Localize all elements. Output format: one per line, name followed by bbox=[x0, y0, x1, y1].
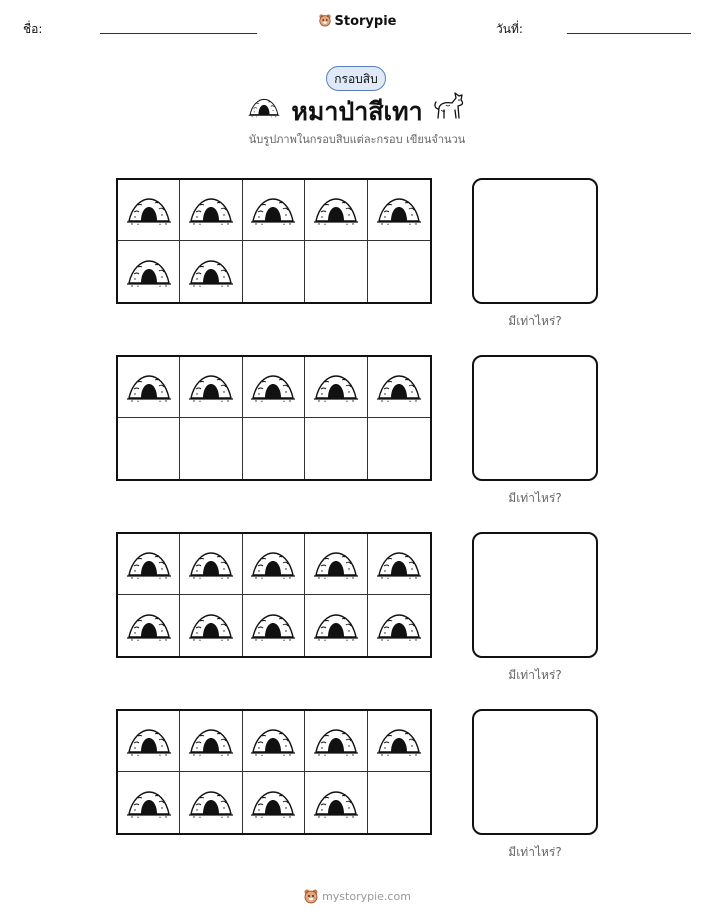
ten-frame-cell bbox=[305, 772, 367, 833]
name-label: ชื่อ: bbox=[23, 22, 43, 36]
ten-frame-cell bbox=[368, 418, 430, 479]
ten-frame-cell bbox=[243, 711, 305, 772]
ten-frame-cell bbox=[180, 180, 242, 241]
cave-icon bbox=[126, 611, 172, 641]
cave-icon bbox=[250, 726, 296, 756]
storypie-bear-logo bbox=[318, 13, 332, 27]
cave-icon bbox=[376, 195, 422, 225]
cave-icon bbox=[250, 549, 296, 579]
ten-frame-cell bbox=[368, 534, 430, 595]
cave-icon bbox=[126, 195, 172, 225]
cave-icon bbox=[188, 726, 234, 756]
answer-box[interactable] bbox=[472, 532, 598, 658]
footer bbox=[0, 888, 714, 904]
answer-box[interactable] bbox=[472, 178, 598, 304]
cave-icon bbox=[313, 195, 359, 225]
ten-frame-cell bbox=[118, 180, 180, 241]
ten-frame-cell bbox=[368, 180, 430, 241]
cave-icon bbox=[313, 726, 359, 756]
ten-frame-cell bbox=[118, 357, 180, 418]
cave-icon bbox=[376, 549, 422, 579]
worksheet-tag: กรอบสิบ bbox=[326, 66, 386, 91]
cave-icon bbox=[313, 788, 359, 818]
cave-icon bbox=[376, 372, 422, 402]
cave-icon bbox=[188, 611, 234, 641]
ten-frame-cell bbox=[243, 357, 305, 418]
question-label: มีเท่าไหร่? bbox=[508, 491, 562, 505]
cave-icon bbox=[126, 372, 172, 402]
ten-frame-cell bbox=[180, 241, 242, 302]
ten-frame bbox=[116, 355, 432, 481]
ten-frame-cell bbox=[368, 772, 430, 833]
wolf-icon bbox=[432, 90, 466, 122]
ten-frame-cell bbox=[368, 595, 430, 656]
cave-icon bbox=[188, 788, 234, 818]
ten-frame-cell bbox=[180, 711, 242, 772]
cave-icon bbox=[188, 195, 234, 225]
storypie-bear-logo bbox=[303, 888, 319, 904]
ten-frame-cell bbox=[368, 357, 430, 418]
instructions: นับรูปภาพในกรอบสิบแต่ละกรอบ เขียนจำนวน bbox=[248, 133, 466, 146]
ten-frame bbox=[116, 532, 432, 658]
footer-site: mystorypie.com bbox=[322, 890, 411, 903]
ten-frame-cell bbox=[180, 418, 242, 479]
ten-frame-cell bbox=[305, 534, 367, 595]
ten-frame bbox=[116, 178, 432, 304]
cave-icon bbox=[250, 195, 296, 225]
ten-frame-cell bbox=[118, 534, 180, 595]
answer-box[interactable] bbox=[472, 355, 598, 481]
ten-frame-cell bbox=[118, 241, 180, 302]
cave-icon bbox=[376, 726, 422, 756]
ten-frame-cell bbox=[118, 772, 180, 833]
cave-icon bbox=[313, 549, 359, 579]
ten-frame-cell bbox=[368, 711, 430, 772]
cave-icon bbox=[126, 726, 172, 756]
date-label: วันที่: bbox=[496, 22, 523, 36]
ten-frame-cell bbox=[243, 180, 305, 241]
ten-frame-cell bbox=[243, 534, 305, 595]
cave-icon bbox=[188, 549, 234, 579]
ten-frame-cell bbox=[180, 772, 242, 833]
ten-frame-cell bbox=[243, 418, 305, 479]
ten-frame-cell bbox=[118, 418, 180, 479]
brand-name: Storypie bbox=[334, 14, 397, 29]
cave-icon bbox=[313, 611, 359, 641]
question-label: มีเท่าไหร่? bbox=[508, 845, 562, 859]
ten-frame-cell bbox=[243, 241, 305, 302]
ten-frame-cell bbox=[368, 241, 430, 302]
ten-frame-cell bbox=[243, 772, 305, 833]
ten-frame-cell bbox=[118, 595, 180, 656]
date-line[interactable] bbox=[567, 33, 691, 34]
cave-icon bbox=[376, 611, 422, 641]
ten-frame-cell bbox=[305, 357, 367, 418]
brand bbox=[0, 13, 714, 29]
question-label: มีเท่าไหร่? bbox=[508, 668, 562, 682]
ten-frame-cell bbox=[305, 595, 367, 656]
ten-frame-cell bbox=[305, 418, 367, 479]
cave-icon bbox=[313, 372, 359, 402]
ten-frame-cell bbox=[243, 595, 305, 656]
cave-icon bbox=[126, 788, 172, 818]
ten-frame-cell bbox=[180, 534, 242, 595]
ten-frame-cell bbox=[118, 711, 180, 772]
cave-icon bbox=[188, 372, 234, 402]
page-title: หมาป่าสีเทา bbox=[291, 97, 423, 126]
name-line[interactable] bbox=[100, 33, 257, 34]
question-label: มีเท่าไหร่? bbox=[508, 314, 562, 328]
ten-frame-cell bbox=[180, 595, 242, 656]
ten-frame-cell bbox=[305, 241, 367, 302]
cave-icon bbox=[126, 549, 172, 579]
ten-frame-cell bbox=[305, 711, 367, 772]
cave-icon bbox=[250, 788, 296, 818]
ten-frame-cell bbox=[180, 357, 242, 418]
ten-frame bbox=[116, 709, 432, 835]
cave-icon bbox=[126, 257, 172, 287]
cave-icon bbox=[250, 372, 296, 402]
ten-frame-cell bbox=[305, 180, 367, 241]
cave-icon bbox=[250, 611, 296, 641]
cave-icon bbox=[188, 257, 234, 287]
answer-box[interactable] bbox=[472, 709, 598, 835]
